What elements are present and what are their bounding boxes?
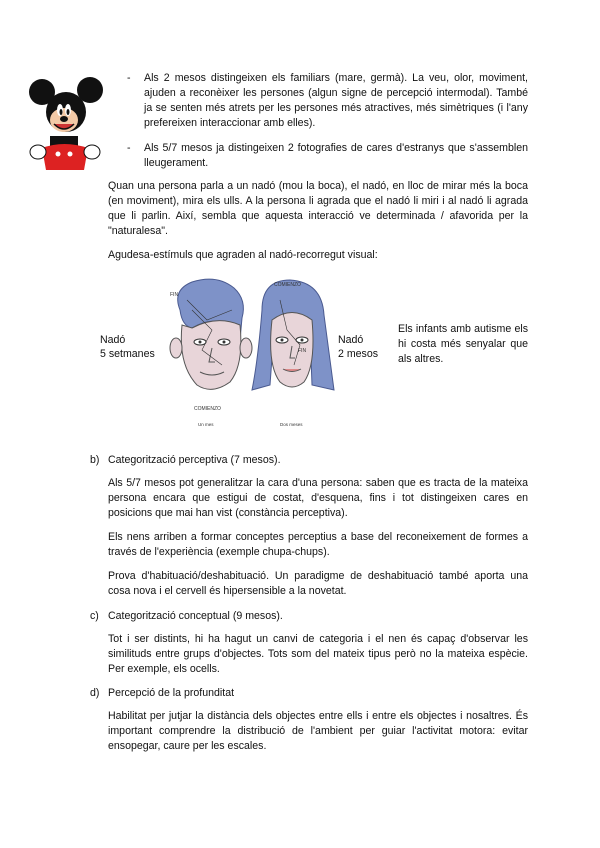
label-line: 5 setmanes [100,348,155,360]
face1-start-tag: COMIENZO [194,406,221,412]
bullet-text: Als 2 mesos distingeixen els familiars (mare, germà). La veu, olor, moviment, ajuden a reconèixer les persones (algun signe de percepció intermodal). També ja se senten més atrets per les persones més atractives, més simètriques (i l'any prefereixen interaccionar amb elles). [144,72,528,129]
section-title: Categorització perceptiva (7 mesos). [108,454,281,466]
paragraph: Habilitat per jutjar la distància dels objectes entre ells i entre els objectes i nosaltres. És important comprendre la distribució de l'ambient per guiar l'activitat motora: evitar ensopegar, caure per les escales. [108,710,528,752]
faces-illustration [162,270,337,430]
mickey-mouse-clipart [28,70,104,180]
label-line: Nadó [338,334,364,346]
bullet-dash: - [127,72,131,84]
paragraph: Tot i ser distints, hi ha hagut un canvi de categoria i el nen és capaç d'observar les similituds entre grups d'objectes. Tots som del mateix tipus però no la mateixa espècie. Per exemple, els ocells. [108,633,528,675]
face1-fin-tag: FIN [170,292,179,298]
bullet-text: Als 5/7 mesos ja distingeixen 2 fotografies de cares d'estranys que s'assemblen lleugerament. [144,142,528,169]
label-line: 2 mesos [338,348,379,360]
figure-right-label [338,333,378,361]
paragraph: Quan una persona parla a un nadó (mou la boca), el nadó, en lloc de mirar més la boca (en moviment), mira els ulls. A la persona li agrada que el nadó li miri i al nadó li agrada que li parlin. Així, sembla que aquesta interacció ve determinada / afavorida per la "naturalesa". [108,180,528,237]
section-title: Categorització conceptual (9 mesos). [108,610,283,622]
paragraph: Prova d'habituació/deshabituació. Un paradigme de deshabituació també aporta una cosa nova i el cervell és hipersensible a la novetat. [108,570,528,597]
section-letter: b) [90,454,100,466]
figure-side-note: Els infants amb autisme els hi costa més senyalar que als altres. [398,323,528,365]
face-one-month [170,279,252,427]
bullet-dash: - [127,142,131,154]
face-two-months [252,280,334,427]
figure-left-label [100,333,155,361]
label-line: Nadó [100,334,126,346]
section-title: Percepció de la profunditat [108,687,235,699]
face2-start-tag: COMIENZO [274,282,301,288]
paragraph: Als 5/7 mesos pot generalitzar la cara d'una persona: saben que es tracta de la mateixa persona encara que estigui de costat, d'esquena, fins i tot distingeixen cares en posicions que mai han vist (constància perceptiva). [108,477,528,519]
face2-fin-tag: FIN [298,348,307,354]
paragraph: Agudesa-estímuls que agraden al nadó-recorregut visual: [108,249,378,261]
face2-caption: Dos meses [280,422,303,427]
paragraph: Els nens arriben a formar conceptes perceptius a base del reconeixement de formes a través de l'experiència (exemple chupa-chups). [108,531,528,558]
face1-caption: Un mes [198,422,214,427]
section-letter: c) [90,610,99,622]
section-letter: d) [90,687,100,699]
